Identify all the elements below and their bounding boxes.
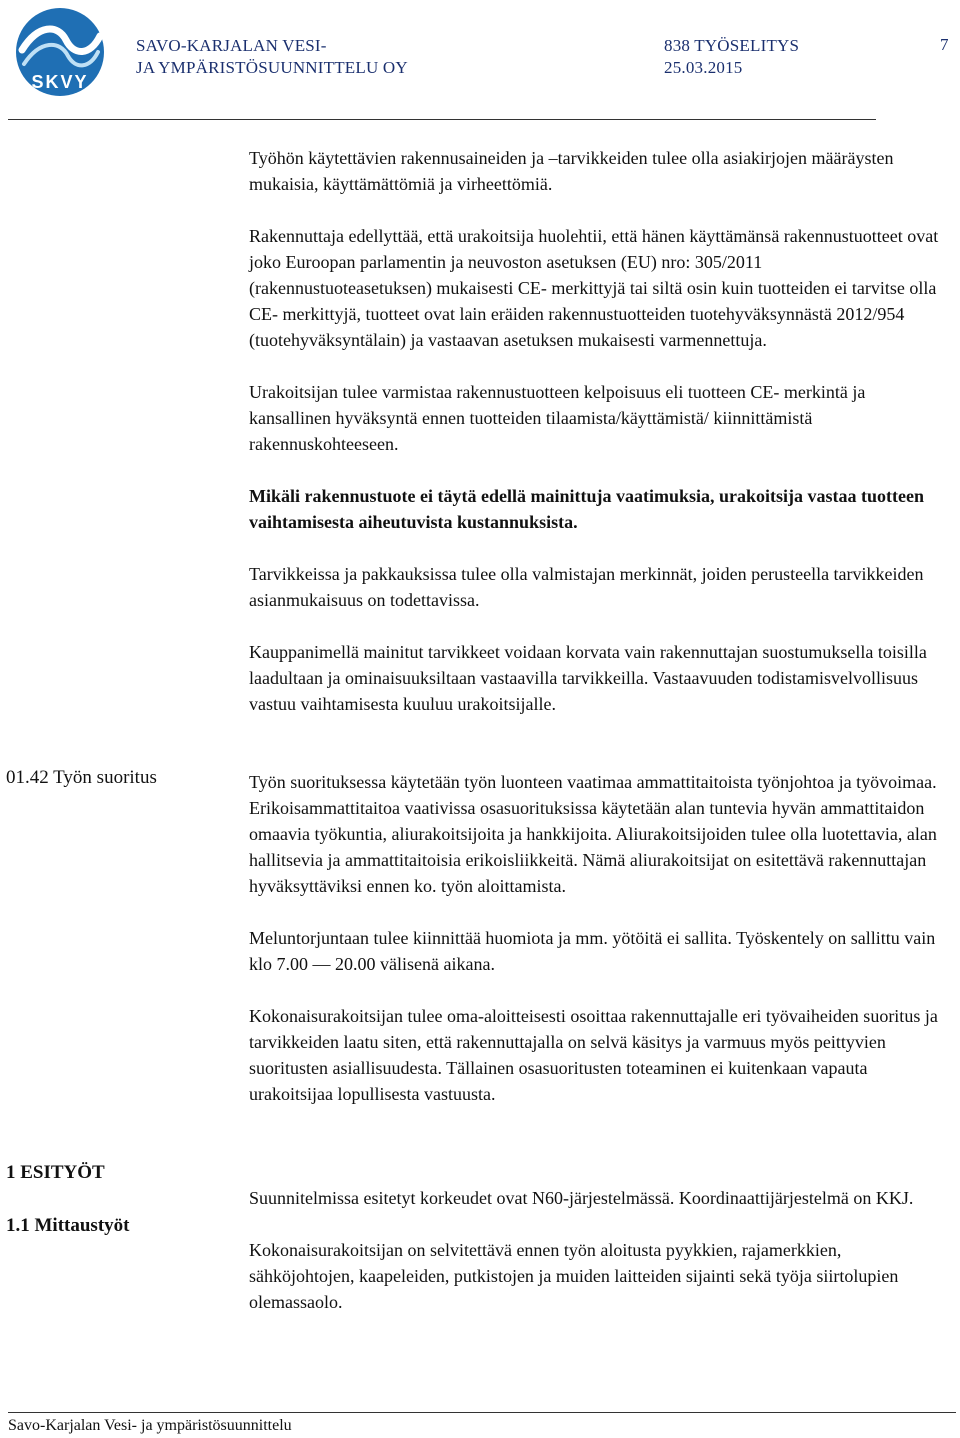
header-divider [8,119,876,120]
paragraph: Työn suorituksessa käytetään työn luonteen vaatimaa ammattitaitoista työnjohtoa ja työvoimaa. Erikoisammattitaitoa vaativissa osasuorituksissa käytetään alan tuntevia hyvän ammattitaidon omaavia työkuntia, aliurakoitsijoita ja hankkijoita. Aliurakoitsijoiden tulee olla luotettavia, alan hallitsevia ja ammattitaitoisia erikoisliikkeitä. Nämä aliurakoitsijat on esitettävä rakennuttajan hyväksyttäviksi ennen ko. työn aloittamista. [249,772,937,896]
document-title: 838 TYÖSELITYS [664,36,800,55]
company-line-1: SAVO-KARJALAN VESI- [136,36,327,55]
paragraph: Urakoitsijan tulee varmistaa rakennustuotteen kelpoisuus eli tuotteen CE- merkintä ja kansallinen hyväksyntä ennen tuotteiden tilaamista/käyttämistä/ kiinnittämistä rakennuskohteeseen. [249,382,866,454]
document-body [249,145,949,1341]
section-heading-tyon-suoritus: 01.42 Työn suoritus [6,767,157,788]
company-logo [8,6,112,98]
paragraph: Meluntorjuntaan tulee kiinnittää huomiota ja mm. yötöitä ei sallita. Työskentely on sallittu vain klo 7.00 — 20.00 välisenä aikana. [249,928,936,974]
paragraph-bold: Mikäli rakennustuote ei täytä edellä mainittuja vaatimuksia, urakoitsija vastaa tuotteen vaihtamisesta aiheutuvista kustannuksista. [249,486,924,532]
section-heading-esityot: 1 ESITYÖT [6,1162,105,1183]
document-info [664,35,799,79]
paragraph: Kauppanimellä mainitut tarvikkeet voidaan korvata vain rakennuttajan suostumuksella toisilla laadultaan ja ominaisuuksiltaan vastaavilla tarvikkeilla. Vastaavuuden todistamisvelvollisuus vastuu vaihtamisesta kuuluu urakoitsijalle. [249,642,927,714]
section-heading-mittaustyot: 1.1 Mittaustyöt [6,1215,130,1236]
footer-divider [8,1412,956,1413]
footer-text: Savo-Karjalan Vesi- ja ympäristösuunnittelu [8,1417,292,1434]
company-name [136,35,408,79]
page-number: 7 [940,35,949,54]
logo-text: SKVY [31,72,89,92]
paragraph: Työhön käytettävien rakennusaineiden ja –tarvikkeiden tulee olla asiakirjojen määräysten mukaisia, käyttämättömiä ja virheettömiä. [249,148,894,194]
paragraph: Kokonaisurakoitsijan tulee oma-aloitteisesti osoittaa rakennuttajalle eri työvaiheiden suoritus ja tarvikkeiden laatu siten, että rakennuttajalla on selvä käsitys ja varmuus myös peittyvien suoritusten asiallisuudesta. Tällainen osasuoritusten toteaminen ei kuitenkaan vapauta urakoitsijaa lopullisesta vastuusta. [249,1006,938,1104]
paragraph: Rakennuttaja edellyttää, että urakoitsija huolehtii, että hänen käyttämänsä rakennustuotteet ovat joko Euroopan parlamentin ja neuvoston asetuksen (EU) nro: 305/2011 (rakennustuoteasetuksen) mukaisesti CE- merkittyjä tai siltä osin kuin tuotteiden ei tarvitse olla CE- merkittyjä, tuotteet ovat lain eräiden rakennustuotteiden tuotehyväksynnästä 2012/954 (tuotehyväksyntälain) ja vastaavan asetuksen mukaisesti varmennettuja. [249,226,939,350]
paragraph: Kokonaisurakoitsijan on selvitettävä ennen työn aloitusta pyykkien, rajamerkkien, sähköjohtojen, kaapeleiden, putkistojen ja muiden laitteiden sijainti sekä työja siirtolupien olemassaolo. [249,1240,899,1312]
company-line-2: JA YMPÄRISTÖSUUNNITTELU OY [136,58,408,77]
document-date: 25.03.2015 [664,58,743,77]
paragraph: Tarvikkeissa ja pakkauksissa tulee olla valmistajan merkinnät, joiden perusteella tarvikkeiden asianmukaisuus on todettavissa. [249,564,924,610]
paragraph: Suunnitelmissa esitetyt korkeudet ovat N60-järjestelmässä. Koordinaattijärjestelmä on KKJ. [249,1188,914,1208]
